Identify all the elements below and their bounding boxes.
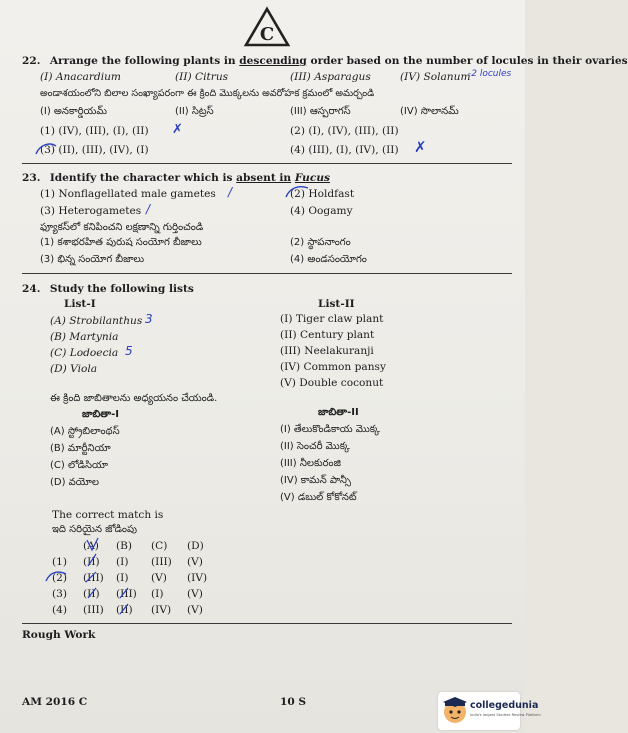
divider-q24 xyxy=(22,623,512,624)
q24-tlist2-v: (V) డబుల్ కోకోనట్ xyxy=(280,492,357,503)
q24-annotation-a: 3 xyxy=(145,312,153,326)
q24-tlist2-iii: (III) నీలకురంజి xyxy=(280,458,341,469)
q24-annotation-c: 5 xyxy=(125,344,133,358)
q24-tlist2-title: జాబితా-II xyxy=(318,407,359,418)
q22-tick-mark-icon: ✗ xyxy=(172,122,183,137)
q24-row4-c: (IV) xyxy=(151,604,172,616)
q24-list2-ii: (II) Century plant xyxy=(280,329,375,341)
q24-row1-label: (1) xyxy=(52,556,68,568)
q24-row3-b: (III) xyxy=(116,588,137,600)
q23-option-1: (1) Nonflagellated male gametes xyxy=(40,188,216,200)
q24-list2-i: (I) Tiger claw plant xyxy=(280,313,384,325)
q24-row2-d: (IV) xyxy=(187,572,208,584)
q24-row2-a: (III) xyxy=(83,572,104,584)
footer-page: 10 S xyxy=(280,696,307,708)
q23-option-2: (2) Holdfast xyxy=(290,188,355,200)
q23-option-4: (4) Oogamy xyxy=(290,205,353,217)
q22-stem xyxy=(22,56,628,67)
q22-answer-mark-icon xyxy=(34,140,58,158)
q22-option-4: (4) (III), (I), (IV), (II) xyxy=(290,144,399,156)
collegedunia-tagline: India's largest Student Review Platform xyxy=(470,713,541,717)
q24-list1-c: (C) Lodoecia xyxy=(50,347,119,359)
q22-option-3: (3) (II), (III), (IV), (I) xyxy=(40,144,149,156)
q24-list2-v: (V) Double coconut xyxy=(280,377,384,389)
booklet-code-triangle-icon xyxy=(243,6,291,48)
q22-te-item-3: (III) ఆస్పరాగస్ xyxy=(290,106,351,117)
q22-cross-mark-icon: ✗ xyxy=(414,138,427,156)
q24-row3-a: (II) xyxy=(83,588,100,600)
q22-handwritten-note: -2 locules xyxy=(468,69,512,79)
q24-list2-iv: (IV) Common pansy xyxy=(280,361,386,373)
q24-row2-c: (V) xyxy=(151,572,167,584)
q24-row4-d: (V) xyxy=(187,604,203,616)
collegedunia-logo-icon xyxy=(442,697,468,725)
q22-number: 22. xyxy=(22,55,41,67)
q24-head-c: (C) xyxy=(151,540,168,552)
q24-head-d: (D) xyxy=(187,540,204,552)
q23-te-option-4: (4) అండసంయోగం xyxy=(290,254,367,265)
q24-row4-label: (4) xyxy=(52,604,68,616)
q24-number: 24. xyxy=(22,283,41,295)
q24-tlist1-title: జాబితా-I xyxy=(82,409,119,420)
footer-code: AM 2016 C xyxy=(22,696,88,708)
divider-q22 xyxy=(22,163,512,164)
q24-tlist1-a: (A) స్ట్రోబిలాంథస్ xyxy=(50,426,120,437)
q23-number: 23. xyxy=(22,172,41,184)
q24-text: Study the following lists xyxy=(49,283,194,295)
q24-tlist2-ii: (II) సెంచరీ మొక్క xyxy=(280,441,350,452)
q24-list1-title: List-I xyxy=(64,298,96,310)
q24-row1-c: (III) xyxy=(151,556,172,568)
collegedunia-brand: collegedunia xyxy=(470,700,539,711)
q22-telugu-stem: అండాశయంలోని బిలాల సంఖ్యాపరంగా ఈ క్రింది మొక్కలను అవరోహక క్రమంలో అమర్చండి xyxy=(40,88,375,99)
q22-te-item-1: (I) అనకార్డియమ్ xyxy=(40,106,107,117)
q24-row3-c: (I) xyxy=(151,588,164,600)
q22-option-2: (2) (I), (IV), (III), (II) xyxy=(290,125,399,137)
q24-tlist1-c: (C) లోడిసియా xyxy=(50,460,109,471)
q22-item-4: (IV) Solanum xyxy=(400,71,471,83)
q22-te-item-2: (II) సిట్రస్ xyxy=(175,106,214,117)
q24-tlist2-i: (I) తేలుకొండికాయ మొక్క xyxy=(280,424,380,435)
collegedunia-badge xyxy=(438,692,541,730)
q24-stem xyxy=(22,284,194,295)
q22-item-2: (II) Citrus xyxy=(175,71,229,83)
q24-list2-iii: (III) Neelakuranji xyxy=(280,345,374,357)
q24-list2-title: List-II xyxy=(318,298,355,310)
q24-row3-d: (V) xyxy=(187,588,203,600)
q24-telugu-stem: ఈ క్రింది జాబితాలను అధ్యయనం చేయండి. xyxy=(50,393,218,404)
q24-match-en: The correct match is xyxy=(52,509,164,521)
booklet-code: C xyxy=(259,24,275,45)
q24-row4-b: (II) xyxy=(116,604,133,616)
q24-pen-marks-icon xyxy=(40,536,190,622)
q23-te-option-1: (1) కశాభరహిత పురుష సంయోగ బీజాలు xyxy=(40,237,202,248)
q24-match-te: ఇది సరియైన జోడింపు xyxy=(52,524,137,535)
q24-row3-label: (3) xyxy=(52,588,68,600)
q23-te-option-3: (3) భిన్న సంయోగ బీజాలు xyxy=(40,254,145,265)
q22-option-1: (1) (IV), (III), (I), (II) xyxy=(40,125,149,137)
q24-list1-a: (A) Strobilanthus xyxy=(50,315,143,327)
q24-list1-d: (D) Viola xyxy=(50,363,98,375)
q24-tlist1-b: (B) మార్టీనియా xyxy=(50,443,111,454)
q23-mark-3-icon: / xyxy=(146,202,151,216)
q24-list1-b: (B) Martynia xyxy=(50,331,119,343)
q24-row4-a: (III) xyxy=(83,604,104,616)
q22-item-1: (I) Anacardium xyxy=(40,71,121,83)
q23-telugu-stem: ఫ్యూకస్‌లో కనిపించని లక్షణాన్ని గుర్తించండి xyxy=(40,222,204,233)
q22-item-3: (III) Asparagus xyxy=(290,71,371,83)
q23-te-option-2: (2) స్థాపనాంగం xyxy=(290,237,351,248)
q24-head-b: (B) xyxy=(116,540,133,552)
q24-tlist2-iv: (IV) కామన్ పాన్సీ xyxy=(280,475,351,486)
q24-row1-b: (I) xyxy=(116,556,129,568)
q23-text: Identify the character which is absent in Fucus xyxy=(49,172,330,184)
q23-option-3: (3) Heterogametes xyxy=(40,205,142,217)
q24-head-a: (A) xyxy=(83,540,99,552)
q24-row2-b: (I) xyxy=(116,572,129,584)
q24-row1-a: (II) xyxy=(83,556,100,568)
q24-row1-d: (V) xyxy=(187,556,203,568)
q23-answer-mark-icon xyxy=(284,183,310,201)
q24-tlist1-d: (D) వయోల xyxy=(50,477,99,488)
q23-stem xyxy=(22,173,330,184)
q22-te-item-4: (IV) సొలానమ్ xyxy=(400,106,459,117)
q23-mark-1-icon: / xyxy=(228,185,233,199)
divider-q23 xyxy=(22,273,512,274)
rough-work-label: Rough Work xyxy=(22,629,96,641)
q24-row2-label: (2) xyxy=(52,572,68,584)
q22-text: Arrange the following plants in descending order based on the number of locules in their ovaries xyxy=(49,55,628,67)
